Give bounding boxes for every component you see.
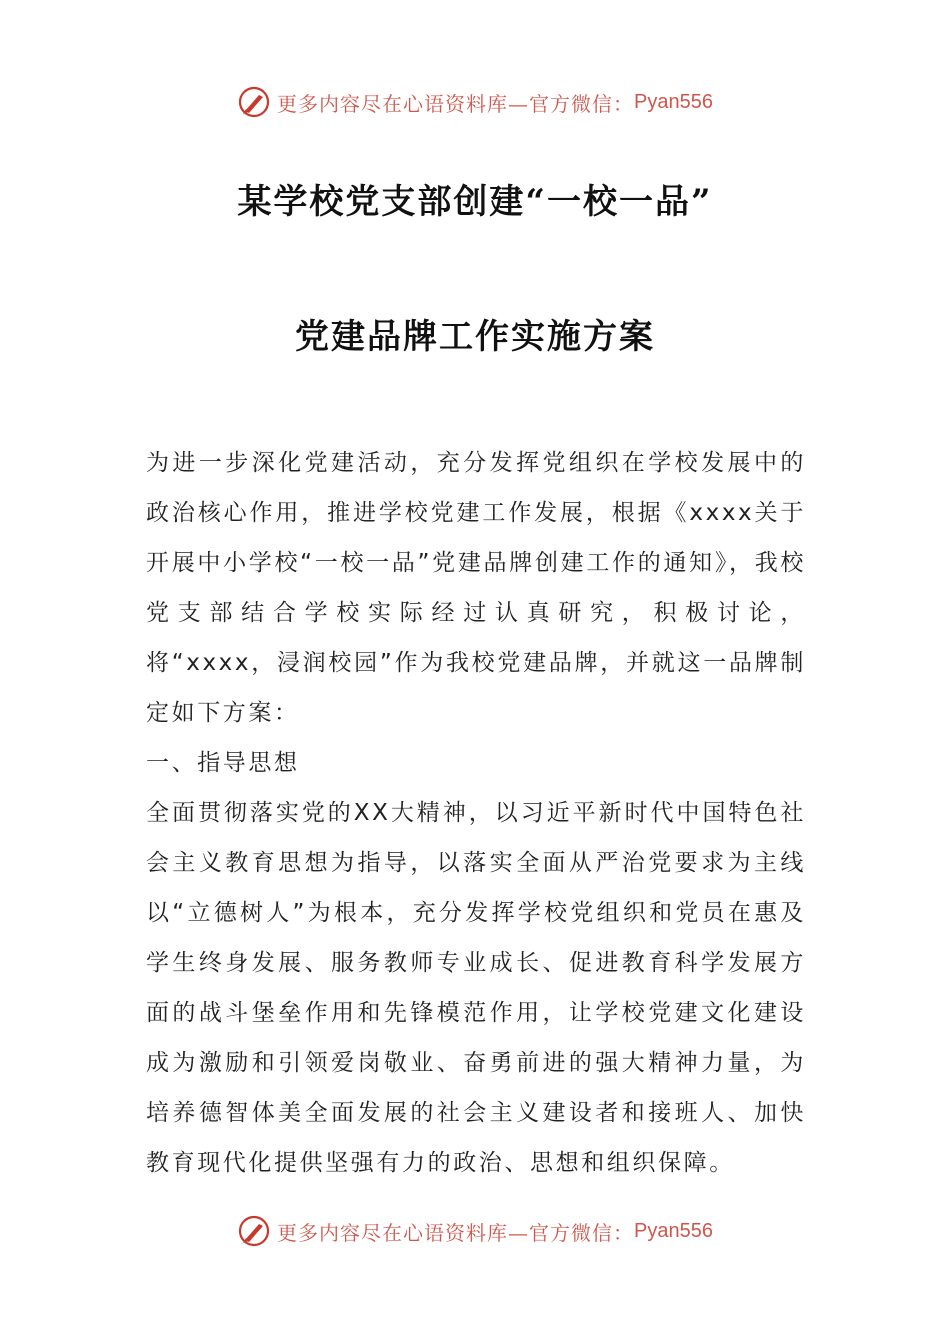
pen-nib-logo-icon — [237, 1214, 271, 1248]
header-watermark — [0, 80, 950, 124]
document-body — [146, 438, 806, 1188]
footer-watermark — [0, 1209, 950, 1253]
section-paragraph: 全面贯彻落实党的XX大精神，以习近平新时代中国特色社会主义教育思想为指导，以落实全面从严治党要求为主线以“立德树人”为根本，充分发挥学校党组织和党员在惠及学生终身发展、服务教师专业成长、促进教育科学发展方面的战斗堡垒作用和先锋模范作用，让学校党建文化建设成为激励和引领爱岗敬业、奋勇前进的强大精神力量，为培养德智体美全面发展的社会主义建设者和接班人、加快教育现代化提供坚强有力的政治、思想和组织保障。 — [146, 800, 806, 1176]
watermark-text: 更多内容尽在心语资料库—官方微信： — [277, 91, 635, 116]
watermark-text: 更多内容尽在心语资料库—官方微信： — [277, 1220, 635, 1245]
watermark-wechat-id: Pyan556 — [634, 1219, 713, 1242]
watermark-wechat-id: Pyan556 — [634, 90, 713, 113]
intro-paragraph: 为进一步深化党建活动，充分发挥党组织在学校发展中的政治核心作用，推进学校党建工作发展，根据《xxxx关于开展中小学校“一校一品”党建品牌创建工作的通知》，我校党支部结合学校实际经过认真研究，积极讨论，将“xxxx，浸润校园”作为我校党建品牌，并就这一品牌制定如下方案： — [146, 450, 806, 726]
section-heading: 一、指导思想 — [146, 750, 300, 776]
document-title-line2: 党建品牌工作实施方案 — [295, 317, 655, 357]
document-title-line1: 某学校党支部创建“一校一品” — [237, 182, 713, 222]
pen-nib-logo-icon — [237, 85, 271, 119]
